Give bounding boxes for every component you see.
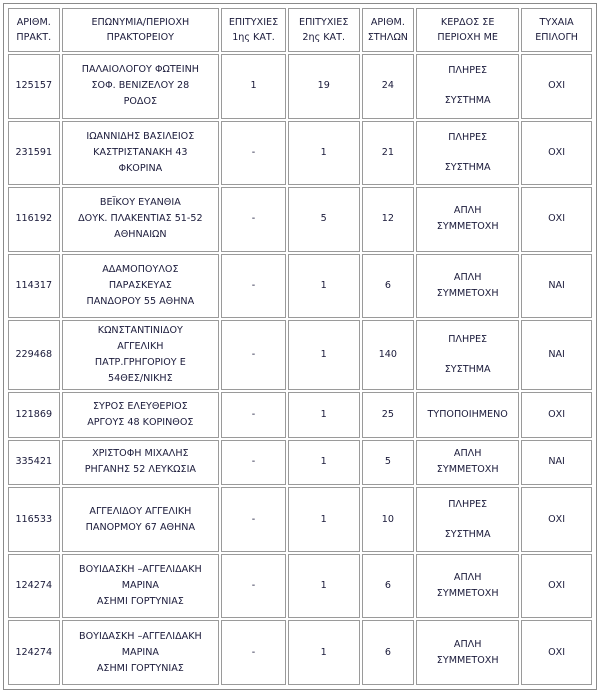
table-row bbox=[8, 254, 592, 319]
agency-name-area: ΒΟΥΙΔΑΣΚΗ –ΑΓΓΕΛΙΔΑΚΗ ΜΑΡΙΝΑ ΑΣΗΜΙ ΓΟΡΤΥΝΙΑΣ bbox=[62, 620, 220, 685]
win-type: ΑΠΛΗ ΣΥΜΜΕΤΟΧΗ bbox=[416, 254, 519, 319]
columns-count: 6 bbox=[362, 254, 415, 319]
agency-number: 335421 bbox=[8, 440, 60, 486]
random-pick: ΝΑΙ bbox=[521, 320, 592, 390]
random-pick: ΝΑΙ bbox=[521, 440, 592, 486]
wins-cat2: 1 bbox=[288, 320, 360, 390]
win-type: ΑΠΛΗ ΣΥΜΜΕΤΟΧΗ bbox=[416, 187, 519, 252]
random-pick: ΟΧΙ bbox=[521, 487, 592, 552]
random-pick: ΟΧΙ bbox=[521, 54, 592, 119]
win-type: ΑΠΛΗ ΣΥΜΜΕΤΟΧΗ bbox=[416, 554, 519, 619]
winners-table bbox=[6, 6, 594, 687]
win-type: ΠΛΗΡΕΣ ΣΥΣΤΗΜΑ bbox=[416, 320, 519, 390]
columns-count: 24 bbox=[362, 54, 415, 119]
columns-count: 5 bbox=[362, 440, 415, 486]
win-type: ΠΛΗΡΕΣ ΣΥΣΤΗΜΑ bbox=[416, 487, 519, 552]
agency-number: 124274 bbox=[8, 554, 60, 619]
random-pick: ΝΑΙ bbox=[521, 254, 592, 319]
agency-number: 231591 bbox=[8, 121, 60, 186]
agency-name-area: ΑΓΓΕΛΙΔΟΥ ΑΓΓΕΛΙΚΗ ΠΑΝΟΡΜΟΥ 67 ΑΘΗΝΑ bbox=[62, 487, 220, 552]
agency-name-area: ΣΥΡΟΣ ΕΛΕΥΘΕΡΙΟΣ ΑΡΓΟΥΣ 48 ΚΟΡΙΝΘΟΣ bbox=[62, 392, 220, 438]
random-pick: ΟΧΙ bbox=[521, 620, 592, 685]
agency-name-area: ΑΔΑΜΟΠΟΥΛΟΣ ΠΑΡΑΣΚΕΥΑΣ ΠΑΝΔΟΡΟΥ 55 ΑΘΗΝΑ bbox=[62, 254, 220, 319]
wins-cat2: 1 bbox=[288, 440, 360, 486]
wins-cat2: 19 bbox=[288, 54, 360, 119]
agency-name-area: ΚΩΝΣΤΑΝΤΙΝΙΔΟΥ ΑΓΓΕΛΙΚΗ ΠΑΤΡ.ΓΡΗΓΟΡΙΟΥ Ε 54ΘΕΣ/ΝΙΚΗΣ bbox=[62, 320, 220, 390]
table-row bbox=[8, 392, 592, 438]
agency-number: 121869 bbox=[8, 392, 60, 438]
header-wins-cat2: ΕΠΙΤΥΧΙΕΣ 2ης ΚΑΤ. bbox=[288, 8, 360, 52]
columns-count: 12 bbox=[362, 187, 415, 252]
wins-cat2: 1 bbox=[288, 392, 360, 438]
agency-name-area: ΠΑΛΑΙΟΛΟΓΟΥ ΦΩΤΕΙΝΗ ΣΟΦ. ΒΕΝΙΖΕΛΟΥ 28 ΡΟΔΟΣ bbox=[62, 54, 220, 119]
columns-count: 10 bbox=[362, 487, 415, 552]
wins-cat2: 1 bbox=[288, 554, 360, 619]
wins-cat1: - bbox=[221, 392, 286, 438]
header-agency-number: ΑΡΙΘΜ. ΠΡΑΚΤ. bbox=[8, 8, 60, 52]
agency-number: 116192 bbox=[8, 187, 60, 252]
table-row bbox=[8, 620, 592, 685]
table-row bbox=[8, 440, 592, 486]
wins-cat1: - bbox=[221, 187, 286, 252]
agency-number: 229468 bbox=[8, 320, 60, 390]
wins-cat1: - bbox=[221, 487, 286, 552]
agency-number: 124274 bbox=[8, 620, 60, 685]
table-row bbox=[8, 487, 592, 552]
header-columns-count: ΑΡΙΘΜ. ΣΤΗΛΩΝ bbox=[362, 8, 415, 52]
random-pick: ΟΧΙ bbox=[521, 121, 592, 186]
columns-count: 140 bbox=[362, 320, 415, 390]
columns-count: 25 bbox=[362, 392, 415, 438]
wins-cat1: - bbox=[221, 440, 286, 486]
wins-cat1: 1 bbox=[221, 54, 286, 119]
wins-cat1: - bbox=[221, 320, 286, 390]
win-type: ΠΛΗΡΕΣ ΣΥΣΤΗΜΑ bbox=[416, 121, 519, 186]
agency-name-area: ΒΟΥΙΔΑΣΚΗ –ΑΓΓΕΛΙΔΑΚΗ ΜΑΡΙΝΑ ΑΣΗΜΙ ΓΟΡΤΥΝΙΑΣ bbox=[62, 554, 220, 619]
wins-cat2: 1 bbox=[288, 254, 360, 319]
header-wins-cat1: ΕΠΙΤΥΧΙΕΣ 1ης ΚΑΤ. bbox=[221, 8, 286, 52]
random-pick: ΟΧΙ bbox=[521, 187, 592, 252]
columns-count: 21 bbox=[362, 121, 415, 186]
agency-name-area: ΒΕΪΚΟΥ ΕΥΑΝΘΙΑ ΔΟΥΚ. ΠΛΑΚΕΝΤΙΑΣ 51-52 ΑΘΗΝΑΙΩΝ bbox=[62, 187, 220, 252]
header-win-type: ΚΕΡΔΟΣ ΣΕ ΠΕΡΙΟΧΗ ΜΕ bbox=[416, 8, 519, 52]
win-type: ΑΠΛΗ ΣΥΜΜΕΤΟΧΗ bbox=[416, 440, 519, 486]
agency-number: 114317 bbox=[8, 254, 60, 319]
table-row bbox=[8, 554, 592, 619]
table-row bbox=[8, 187, 592, 252]
win-type: ΠΛΗΡΕΣ ΣΥΣΤΗΜΑ bbox=[416, 54, 519, 119]
win-type: ΤΥΠΟΠΟΙΗΜΕΝΟ bbox=[416, 392, 519, 438]
wins-cat2: 1 bbox=[288, 620, 360, 685]
wins-cat1: - bbox=[221, 121, 286, 186]
agency-number: 116533 bbox=[8, 487, 60, 552]
header-agency-name-area: ΕΠΩΝΥΜΙΑ/ΠΕΡΙΟΧΗ ΠΡΑΚΤΟΡΕΙΟΥ bbox=[62, 8, 220, 52]
wins-cat1: - bbox=[221, 254, 286, 319]
random-pick: ΟΧΙ bbox=[521, 392, 592, 438]
wins-cat1: - bbox=[221, 620, 286, 685]
header-random-pick: ΤΥΧΑΙΑ ΕΠΙΛΟΓΗ bbox=[521, 8, 592, 52]
columns-count: 6 bbox=[362, 620, 415, 685]
random-pick: ΟΧΙ bbox=[521, 554, 592, 619]
columns-count: 6 bbox=[362, 554, 415, 619]
agency-number: 125157 bbox=[8, 54, 60, 119]
wins-cat2: 1 bbox=[288, 487, 360, 552]
agency-name-area: ΙΩΑΝΝΙΔΗΣ ΒΑΣΙΛΕΙΟΣ ΚΑΣΤΡΙΣΤΑΝΑΚΗ 43 ΦΚΟΡΙΝΑ bbox=[62, 121, 220, 186]
win-type: ΑΠΛΗ ΣΥΜΜΕΤΟΧΗ bbox=[416, 620, 519, 685]
table-row bbox=[8, 320, 592, 390]
wins-cat2: 1 bbox=[288, 121, 360, 186]
table-row bbox=[8, 121, 592, 186]
wins-cat1: - bbox=[221, 554, 286, 619]
agency-name-area: ΧΡΙΣΤΟΦΗ ΜΙΧΑΛΗΣ ΡΗΓΑΝΗΣ 52 ΛΕΥΚΩΣΙΑ bbox=[62, 440, 220, 486]
winners-table-frame bbox=[3, 3, 597, 690]
wins-cat2: 5 bbox=[288, 187, 360, 252]
header-row bbox=[8, 8, 592, 52]
table-row bbox=[8, 54, 592, 119]
